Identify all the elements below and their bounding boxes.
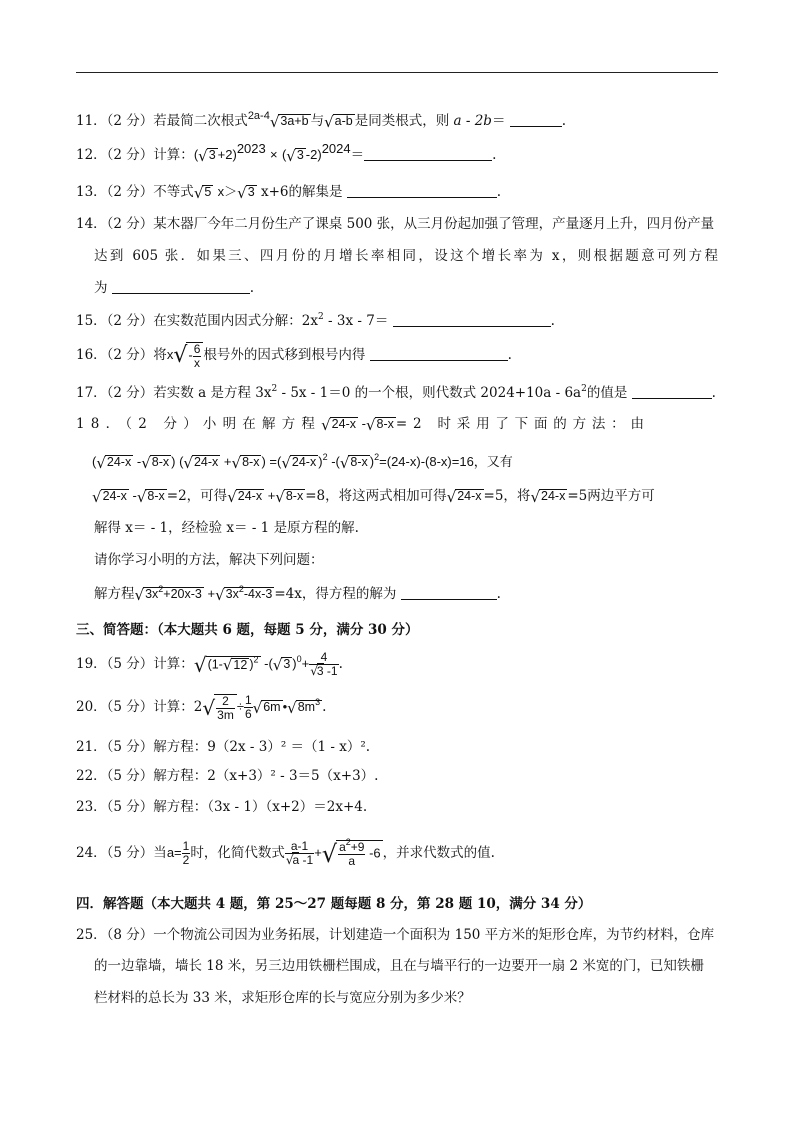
answer-blank[interactable] [112,279,250,294]
radical-icon: √ [237,183,247,202]
q17-t2: - 5x - 1＝0 的一个根，则代数式 2024+10a - 6a [277,385,582,401]
radical-icon: √ [269,112,280,131]
question-18-line-1: 18．（2 分）小明在解方程√24-x -√8-x =2 时采用了下面的方法：由 [76,415,650,434]
q11-root-index: 2a-4 [247,110,270,122]
question-25-line-2 [94,956,704,976]
q18-l3b: =8，将这两式相加可得 [305,488,447,504]
q12-eq: ＝ [350,147,365,163]
q20-end: . [322,699,327,715]
q19-end: . [338,656,343,672]
q15-sup: 2 [318,312,324,322]
answer-blank[interactable] [401,585,497,600]
q13-mid: x＞ [217,184,238,199]
question-16: 16．（2 分）将x√- $\frac{6}{x}$ 根号外的因式移到根号内得 . [76,341,512,370]
q13-text: 13．（2 分）不等式 [76,184,194,200]
question-11 [76,106,566,132]
q25-l2: 的一边靠墙，墙长 18 米，另三边用铁栅栏围成，且在与墙平行的一边要开一扇 2 米宽的门，已知铁栅 [94,958,704,974]
q11-mid: 与 [310,113,325,129]
question-24: 24．（5 分）当a= $\frac{1}{2}$ 时，化简代数式 $\frac{a-1}{√a -1}$ +√ $\frac{a^2+9}{a}$ -6 ，并求代数式的值. [76,836,495,868]
q18-end: . [496,586,501,602]
section-3-heading: 三、简答题：（本大题共 6 题，每题 5 分，满分 30 分） [76,622,419,638]
q17-end: . [711,385,716,401]
q19-prefix: 19．（5 分）计算： [76,656,194,672]
q11-radicand-1: 3a+b [280,114,309,129]
question-12 [76,141,497,166]
q15-prefix: 15．（2 分）在实数范围内因式分解：2x [76,313,319,329]
answer-blank[interactable] [393,312,551,327]
q24-prefix: 24．（5 分）当 [76,845,167,861]
q15-end: . [550,313,555,329]
q25-l1: 25．（8 分）一个物流公司因为业务拓展，计划建造一个面积为 150 平方米的矩形仓库，为节约材料，仓库 [76,927,715,943]
q18-l4: 解得 x＝ - 1，经检验 x＝ - 1 是原方程的解. [94,520,359,536]
question-18-line-6: 解方程$√3x^2+20x-3 +√3x^2-4x-3 =4x$，得方程的解为 . [94,584,501,604]
question-14-line-3 [94,278,254,298]
q12-expr-1: (√3 +2) [193,146,237,165]
question-19: 19．（5 分）计算：√(1-√12 )$^2$ -(√3 )$^0$+ $\frac{4}{√3 -1}$ . [76,650,343,679]
q18-l6a: 解方程 [94,586,135,602]
q11-suffix: 是同类根式，则 [354,113,454,129]
q16-mid: 根号外的因式移到根号内得 [203,347,366,363]
q12-text: 12．（2 分）计算： [76,147,194,163]
q11-end: . [561,113,567,129]
q14-end: . [249,280,255,296]
question-17 [76,383,716,403]
radical-icon: √ [324,112,334,131]
q14-l2: 达到 605 张．如果三、四月份的月增长率相同，设这个增长率为 x，则根据题意可列方程 [94,248,718,264]
q16-x: x [166,347,174,362]
q17-text: 17．（2 分）若实数 a 是方程 3x [76,385,272,401]
q18-l3a: =2，可得 [166,488,228,504]
q18-l2: =(24-x)-(8-x)=16，又有 [379,454,513,469]
q24-mid: 时，化简代数式 [190,845,285,861]
q11-radicand-2: a-b [334,114,353,129]
q12-exp-1: 2023 [236,141,266,156]
question-14-line-1 [76,214,714,234]
q12-expr-2: (√3 -2) [281,146,322,165]
q11-text: 11．（2 分）若最简二次根式 [76,113,248,129]
answer-blank[interactable] [370,346,508,361]
q14-l1: 14．（2 分）某木器厂今年二月份生产了课桌 500 张，从三月份起加强了管理，产量逐月上升，四月份产量 [76,216,715,232]
q20-prefix: 20．（5 分）计算：2 [76,699,203,715]
q24-end: ，并求代数式的值. [382,845,495,861]
q18-l1b: =2 时采用了下面的方法：由 [395,416,650,432]
q13-end: . [496,184,502,200]
q16-num: 6 [193,341,201,356]
question-25-line-1 [76,925,714,945]
q17-s1: 2 [271,384,278,394]
question-20: 20．（5 分）计算：2√ $\frac{2}{3m}$ ÷ $\frac{1}{6}$ √6m $•√8m^3$ . [76,693,327,722]
question-13: 13．（2 分）不等式√5 x＞√3 x+6的解集是 . [76,183,502,202]
header-rule [76,72,718,73]
q12-end: . [492,147,497,163]
q25-l3: 栏材料的总长为 33 米，求矩形仓库的长与宽应分别为多少米？ [94,990,471,1006]
question-22: 22．（5 分）解方程：2（x+3）² - 3＝5（x+3）. [76,768,379,784]
question-14-line-2 [94,246,718,266]
answer-blank[interactable] [510,112,562,127]
answer-blank[interactable] [347,183,497,198]
question-18-line-3: √24-x -√8-x =2，可得√24-x +√8-x =8，将这两式相加可得√24-x =5，将√24-x =5两边平方可 [92,487,655,506]
question-15 [76,311,555,331]
q18-l3c: =5，将 [483,488,531,504]
q11-eq: ＝ [491,113,506,129]
answer-blank[interactable] [632,384,712,399]
times-icon: × [270,147,278,162]
question-18-line-5 [94,550,324,570]
q18-l5: 请你学习小明的方法，解决下列问题： [94,552,324,568]
answer-blank[interactable] [364,146,492,161]
q13-mid2: x+6的解集是 [260,184,343,200]
q15-mid: - 3x - 7＝ [323,313,389,329]
q24-a: a= [166,845,182,860]
q11-ask: a - 2b [453,113,492,129]
radical-icon: √ [193,183,204,202]
q18-l6b: =4x，得方程的解为 [274,586,397,602]
q12-exp-2: 2024 [321,141,351,156]
question-18-line-2: (√24-x -√8-x ) (√24-x +√8-x ) =(√24-x )$^2$ -(√8-x )$^2$=(24-x)-(8-x)=16，又有 [92,452,513,472]
question-25-line-3 [94,988,471,1008]
q17-s2: 2 [581,384,587,394]
q16-end: . [507,347,512,363]
q16-den: x [194,355,201,370]
question-21: 21．（5 分）解方程：9（2x - 3）² ＝（1 - x）². [76,739,371,755]
radical-icon: √ [173,342,188,368]
section-4-heading: 四．解答题（本大题共 4 题，第 25～27 题每题 8 分，第 28 题 10，满分 34 分） [76,896,592,912]
question-18-line-4 [94,518,359,538]
q14-l3: 为 [94,280,108,296]
question-23: 23．（5 分）解方程：（3x - 1）（x+2）＝2x+4. [76,799,368,815]
q17-t3: 的值是 [586,385,628,401]
q18-l3d: =5两边平方可 [567,488,655,504]
q16-prefix: 16．（2 分）将 [76,347,167,363]
q18-l1a: 18．（2 分）小明在解方程 [76,416,322,432]
